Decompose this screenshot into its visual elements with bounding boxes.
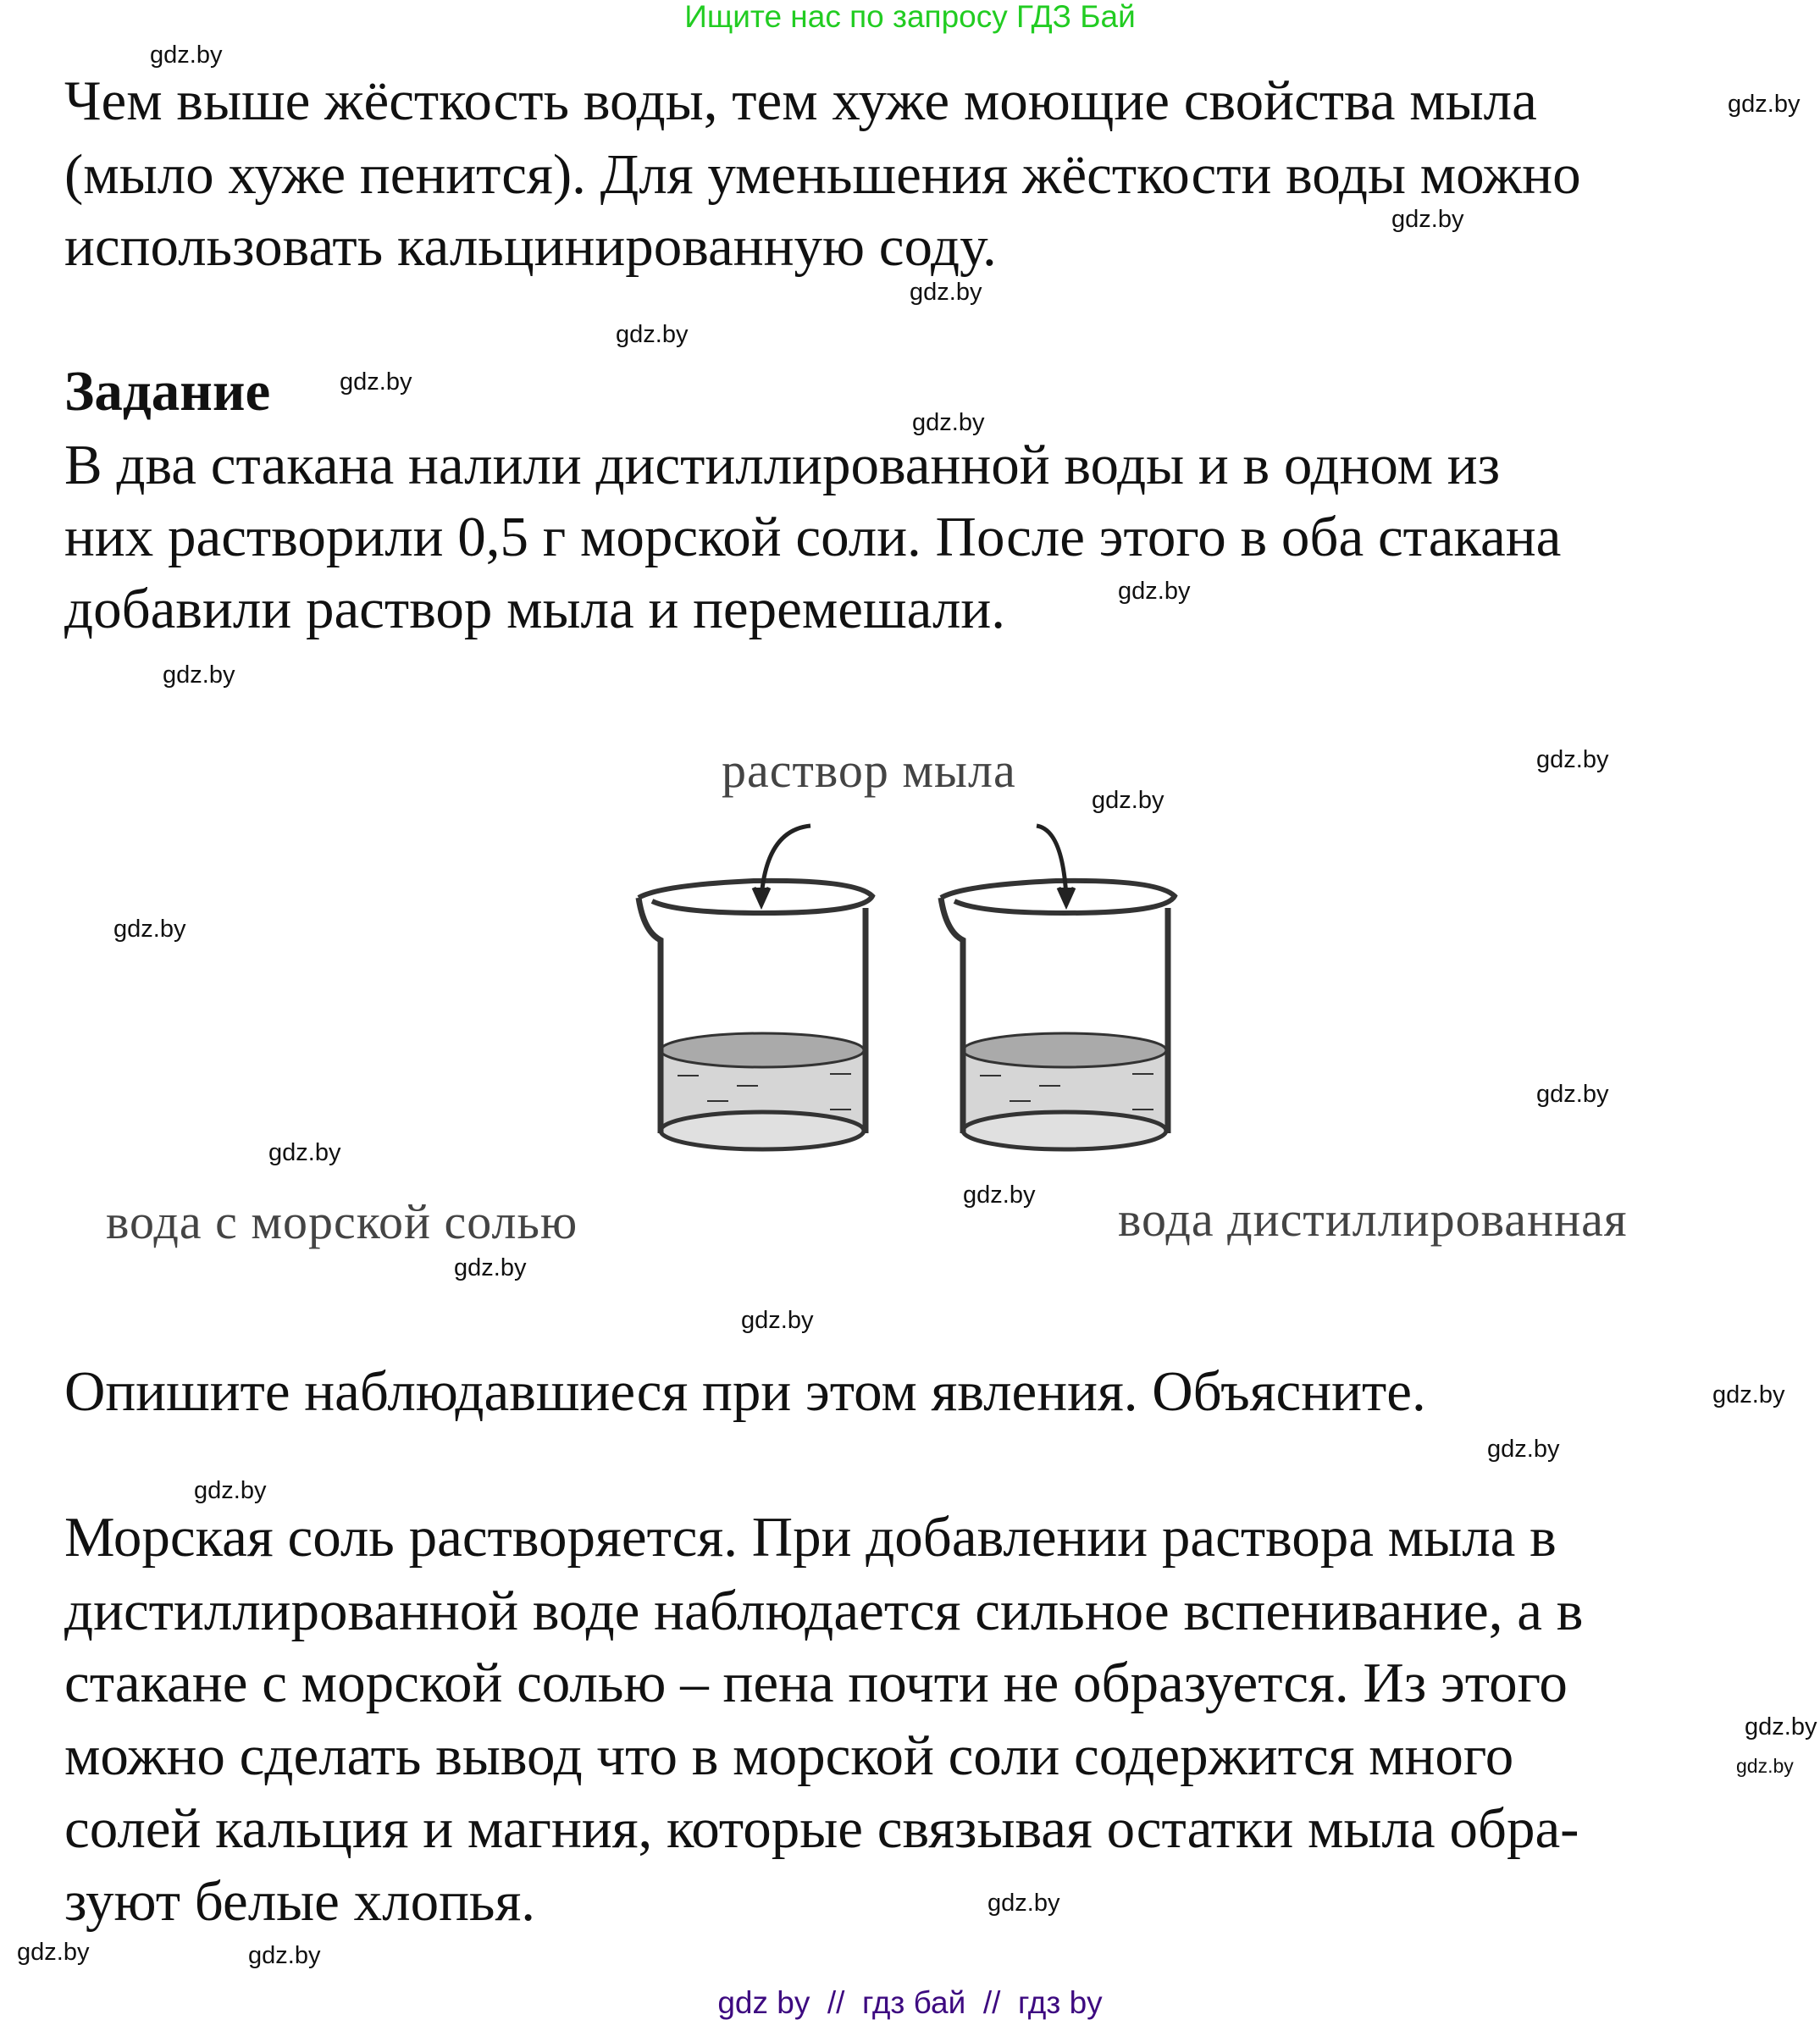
intro-line: (мыло хуже пенится). Для уменьшения жёсткости воды можно <box>64 143 1581 206</box>
watermark: gdz.by <box>1092 787 1164 814</box>
watermark: gdz.by <box>1391 206 1464 233</box>
beaker-sea-salt <box>639 881 872 1149</box>
answer-line: Морская соль растворяется. При добавлении раствора мыла в <box>64 1506 1557 1569</box>
task-heading: Задание <box>64 360 271 423</box>
intro-line: использовать кальцинированную соду. <box>64 215 997 278</box>
distilled-water-label: вода дистиллированная <box>1118 1192 1628 1247</box>
watermark: gdz.by <box>987 1890 1060 1917</box>
top-banner[interactable]: Ищите нас по запросу ГДЗ Бай <box>684 0 1136 34</box>
watermark: gdz.by <box>1118 578 1191 605</box>
watermark: gdz.by <box>912 409 985 436</box>
watermark: gdz.by <box>163 661 235 689</box>
watermark: gdz.by <box>248 1942 321 1969</box>
task-line: В два стакана налили дистиллированной воды и в одном из <box>64 434 1501 496</box>
answer-line: зуют белые хлопья. <box>64 1870 536 1933</box>
watermark: gdz.by <box>454 1254 527 1281</box>
watermark: gdz.by <box>1736 1755 1794 1777</box>
arrow-icon <box>1037 826 1074 905</box>
soap-solution-label: раствор мыла <box>722 743 1016 798</box>
watermark: gdz.by <box>1712 1381 1785 1408</box>
answer-line: дистиллированной воде наблюдается сильное вспенивание, а в <box>64 1580 1584 1642</box>
answer-line: стакане с морской солью – пена почти не образуется. Из этого <box>64 1652 1568 1714</box>
watermark: gdz.by <box>1728 91 1801 118</box>
answer-line: можно сделать вывод что в морской соли содержится много <box>64 1724 1514 1787</box>
watermark: gdz.by <box>1745 1713 1817 1740</box>
arrow-icon <box>754 826 810 905</box>
watermark: gdz.by <box>340 368 412 396</box>
watermark: gdz.by <box>150 42 223 69</box>
watermark: gdz.by <box>113 916 186 943</box>
watermark: gdz.by <box>1487 1436 1560 1463</box>
watermark: gdz.by <box>910 279 982 306</box>
watermark: gdz.by <box>194 1477 267 1504</box>
question: Опишите наблюдавшиеся при этом явления. Объясните. <box>64 1360 1426 1423</box>
task-line: добавили раствор мыла и перемешали. <box>64 578 1005 640</box>
beakers-figure <box>627 813 1220 1169</box>
watermark: gdz.by <box>17 1939 90 1966</box>
watermark: gdz.by <box>1536 1081 1609 1108</box>
beaker-distilled <box>941 881 1175 1149</box>
watermark: gdz.by <box>268 1139 341 1166</box>
task-line: них растворили 0,5 г морской соли. После этого в оба стакана <box>64 506 1562 568</box>
watermark: gdz.by <box>1536 746 1609 773</box>
watermark: gdz.by <box>963 1182 1036 1209</box>
intro-line: Чем выше жёсткость воды, тем хуже моющие свойства мыла <box>64 69 1537 132</box>
sea-salt-water-label: вода с морской солью <box>106 1194 578 1249</box>
bottom-banner[interactable]: gdz by // гдз бай // гдз by <box>717 1985 1103 2020</box>
watermark: gdz.by <box>741 1307 814 1334</box>
watermark: gdz.by <box>616 321 689 348</box>
answer-line: солей кальция и магния, которые связывая остатки мыла обра- <box>64 1797 1579 1860</box>
